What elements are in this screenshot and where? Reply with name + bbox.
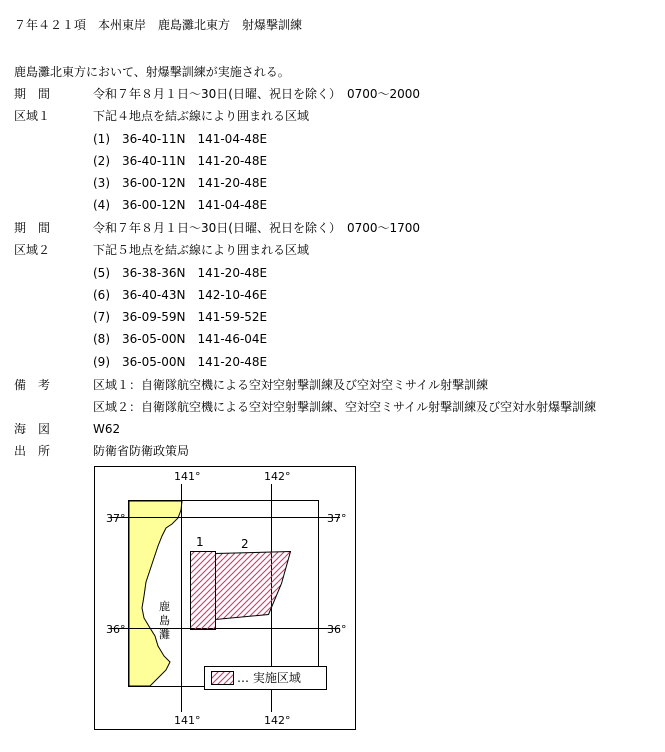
lat-37-left: 37° — [106, 512, 126, 525]
area2-desc: 下記５地点を結ぶ線により囲まれる区域 — [93, 243, 310, 257]
remarks-label: 備 考 — [14, 378, 51, 392]
source-value: 防衛省防衛政策局 — [93, 444, 190, 458]
area2-point: (6) 36-40-43N 142-10-46E — [93, 288, 268, 302]
area1-point: (1) 36-40-11N 141-04-48E — [93, 132, 268, 146]
period2-label: 期 間 — [14, 221, 51, 235]
lon-141-top: 141° — [174, 470, 201, 483]
lat-37-right: 37° — [327, 512, 347, 525]
lat-36-right: 36° — [327, 623, 347, 636]
area2-map-label: 2 — [241, 537, 249, 551]
legend-swatch — [212, 672, 234, 685]
lon-142-bottom: 142° — [264, 714, 291, 727]
legend-text: … 実施区域 — [237, 671, 301, 685]
chart-label: 海 図 — [14, 422, 51, 436]
place-char: 灘 — [159, 628, 170, 641]
lon-142-top: 142° — [264, 470, 291, 483]
area1-point: (4) 36-00-12N 141-04-48E — [93, 198, 268, 212]
place-char: 島 — [159, 614, 170, 627]
period2-value: 令和７年８月１日〜30日(日曜、祝日を除く） 0700〜1700 — [93, 221, 421, 235]
intro-text: 鹿島灘北東方において、射爆撃訓練が実施される。 — [14, 65, 290, 79]
remarks-line: 区域２：自衛隊航空機による空対空射撃訓練、空対空ミサイル射撃訓練及び空対水射爆撃訓練 — [93, 400, 597, 414]
period1-label: 期 間 — [14, 87, 51, 101]
area1-point: (3) 36-00-12N 141-20-48E — [93, 176, 268, 190]
lon-141-bottom: 141° — [174, 714, 201, 727]
area1-label: 区域１ — [14, 109, 51, 123]
area1-map-label: 1 — [196, 535, 204, 549]
chart-value: W62 — [93, 422, 121, 436]
area2-point: (5) 36-38-36N 141-20-48E — [93, 266, 268, 280]
period1-value: 令和７年８月１日〜30日(日曜、祝日を除く） 0700〜2000 — [93, 87, 421, 101]
training-area-1 — [191, 552, 216, 630]
notice-title: ７年４２１項 本州東岸 鹿島灘北東方 射爆撃訓練 — [14, 18, 303, 32]
place-char: 鹿 — [159, 600, 170, 613]
lat-36-left: 36° — [106, 623, 126, 636]
area-map — [94, 466, 356, 730]
area1-desc: 下記４地点を結ぶ線により囲まれる区域 — [93, 109, 310, 123]
source-label: 出 所 — [14, 444, 51, 458]
area2-point: (8) 36-05-00N 141-46-04E — [93, 332, 268, 346]
remarks-line: 区域１：自衛隊航空機による空対空射撃訓練及び空対空ミサイル射撃訓練 — [93, 378, 489, 392]
area2-point: (9) 36-05-00N 141-20-48E — [93, 355, 268, 369]
area1-point: (2) 36-40-11N 141-20-48E — [93, 154, 268, 168]
area2-point: (7) 36-09-59N 141-59-52E — [93, 310, 268, 324]
area2-label: 区域２ — [14, 243, 51, 257]
